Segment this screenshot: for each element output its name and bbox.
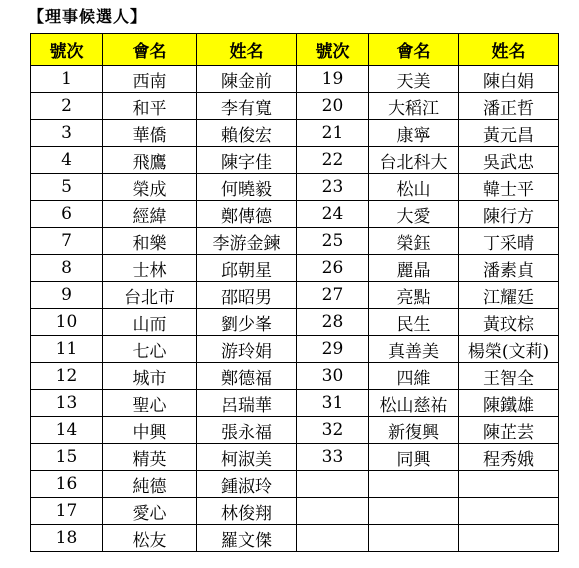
cell-name: 陳白娟 <box>459 66 559 93</box>
cell-name: 邵昭男 <box>197 282 297 309</box>
table-row <box>297 336 559 363</box>
cell-number: 19 <box>297 66 369 93</box>
cell-number: 18 <box>31 525 103 552</box>
cell-club: 精英 <box>103 444 197 471</box>
cell-name: 楊榮(文莉) <box>459 336 559 363</box>
table-row <box>31 228 297 255</box>
table-row <box>297 174 559 201</box>
cell-number: 12 <box>31 363 103 390</box>
cell-name: 陳金前 <box>197 66 297 93</box>
header-name: 姓名 <box>459 34 559 66</box>
table-row <box>297 228 559 255</box>
cell-club: 純德 <box>103 471 197 498</box>
cell-club: 天美 <box>369 66 459 93</box>
cell-name: 吳武忠 <box>459 147 559 174</box>
header-name: 姓名 <box>197 34 297 66</box>
cell-club: 中興 <box>103 417 197 444</box>
cell-name: 陳芷芸 <box>459 417 559 444</box>
cell-number: 23 <box>297 174 369 201</box>
table-row <box>297 444 559 471</box>
table-row <box>31 498 297 525</box>
cell-name: 鍾淑玲 <box>197 471 297 498</box>
table-row <box>31 120 297 147</box>
table-row <box>31 309 297 336</box>
table-row <box>297 417 559 444</box>
cell-name: 鄭傳德 <box>197 201 297 228</box>
table-row <box>297 201 559 228</box>
table-header-row <box>297 34 559 66</box>
table-row <box>297 309 559 336</box>
table-row <box>297 282 559 309</box>
table-row <box>297 471 559 498</box>
cell-name: 韓士平 <box>459 174 559 201</box>
cell-club: 飛鷹 <box>103 147 197 174</box>
cell-number: 3 <box>31 120 103 147</box>
table-row <box>31 363 297 390</box>
cell-name: 柯淑美 <box>197 444 297 471</box>
cell-name: 羅文傑 <box>197 525 297 552</box>
table-row <box>297 66 559 93</box>
cell-club: 康寧 <box>369 120 459 147</box>
cell-number: 6 <box>31 201 103 228</box>
page-title: 【理事候選人】 <box>28 7 148 26</box>
cell-club: 士林 <box>103 255 197 282</box>
cell-club: 同興 <box>369 444 459 471</box>
header-number: 號次 <box>31 34 103 66</box>
table-row <box>31 66 297 93</box>
cell-name: 黃元昌 <box>459 120 559 147</box>
cell-club <box>369 471 459 498</box>
cell-name: 劉少峯 <box>197 309 297 336</box>
cell-number: 15 <box>31 444 103 471</box>
cell-club: 山而 <box>103 309 197 336</box>
cell-club: 松山慈祐 <box>369 390 459 417</box>
cell-number: 31 <box>297 390 369 417</box>
table-row <box>31 255 297 282</box>
cell-club: 台北市 <box>103 282 197 309</box>
cell-name: 黃玟棕 <box>459 309 559 336</box>
cell-name: 陳鐵雄 <box>459 390 559 417</box>
cell-number: 24 <box>297 201 369 228</box>
cell-name: 陳字佳 <box>197 147 297 174</box>
cell-number <box>297 525 369 552</box>
cell-name: 江耀廷 <box>459 282 559 309</box>
cell-number: 1 <box>31 66 103 93</box>
cell-number: 27 <box>297 282 369 309</box>
cell-number: 9 <box>31 282 103 309</box>
cell-name: 張永福 <box>197 417 297 444</box>
cell-number: 28 <box>297 309 369 336</box>
table-row <box>31 174 297 201</box>
cell-name: 林俊翔 <box>197 498 297 525</box>
table-row <box>297 363 559 390</box>
table-row <box>31 444 297 471</box>
cell-number: 17 <box>31 498 103 525</box>
cell-name: 鄭德福 <box>197 363 297 390</box>
cell-number: 16 <box>31 471 103 498</box>
cell-name: 丁采晴 <box>459 228 559 255</box>
cell-number: 10 <box>31 309 103 336</box>
cell-name: 潘正哲 <box>459 93 559 120</box>
cell-name: 李有寬 <box>197 93 297 120</box>
cell-number <box>297 471 369 498</box>
table-row <box>297 120 559 147</box>
table-row <box>297 390 559 417</box>
cell-club: 大愛 <box>369 201 459 228</box>
cell-number: 13 <box>31 390 103 417</box>
table-row <box>31 93 297 120</box>
cell-name: 游玲娟 <box>197 336 297 363</box>
cell-club: 經緯 <box>103 201 197 228</box>
cell-club: 亮點 <box>369 282 459 309</box>
cell-name: 邱朝星 <box>197 255 297 282</box>
table-row <box>31 390 297 417</box>
table-row <box>297 255 559 282</box>
cell-name: 何曉毅 <box>197 174 297 201</box>
cell-club: 榮鈺 <box>369 228 459 255</box>
cell-name <box>459 471 559 498</box>
table-row <box>31 417 297 444</box>
cell-club: 和樂 <box>103 228 197 255</box>
table-row <box>31 336 297 363</box>
cell-club: 七心 <box>103 336 197 363</box>
table-row <box>297 498 559 525</box>
table-row <box>297 147 559 174</box>
candidate-table-right <box>296 33 559 552</box>
cell-club: 和平 <box>103 93 197 120</box>
table-row <box>31 471 297 498</box>
cell-club: 松友 <box>103 525 197 552</box>
table-row <box>297 93 559 120</box>
cell-number: 29 <box>297 336 369 363</box>
cell-club <box>369 498 459 525</box>
cell-name <box>459 498 559 525</box>
table-header-row <box>31 34 297 66</box>
table-row <box>297 525 559 552</box>
cell-number: 22 <box>297 147 369 174</box>
cell-name <box>459 525 559 552</box>
cell-club: 榮成 <box>103 174 197 201</box>
cell-name: 賴俊宏 <box>197 120 297 147</box>
cell-number: 32 <box>297 417 369 444</box>
cell-club: 西南 <box>103 66 197 93</box>
cell-number: 11 <box>31 336 103 363</box>
cell-name: 陳行方 <box>459 201 559 228</box>
table-row <box>31 201 297 228</box>
cell-club: 台北科大 <box>369 147 459 174</box>
cell-name: 程秀娥 <box>459 444 559 471</box>
cell-club: 四維 <box>369 363 459 390</box>
cell-number <box>297 498 369 525</box>
candidate-table-left <box>30 33 297 552</box>
cell-club: 新復興 <box>369 417 459 444</box>
cell-club: 真善美 <box>369 336 459 363</box>
cell-name: 李游金鍊 <box>197 228 297 255</box>
header-club: 會名 <box>103 34 197 66</box>
cell-club: 麗晶 <box>369 255 459 282</box>
table-row <box>31 282 297 309</box>
cell-number: 26 <box>297 255 369 282</box>
cell-number: 25 <box>297 228 369 255</box>
cell-number: 8 <box>31 255 103 282</box>
cell-number: 21 <box>297 120 369 147</box>
cell-number: 4 <box>31 147 103 174</box>
cell-number: 2 <box>31 93 103 120</box>
cell-club: 愛心 <box>103 498 197 525</box>
cell-number: 14 <box>31 417 103 444</box>
cell-number: 5 <box>31 174 103 201</box>
cell-number: 20 <box>297 93 369 120</box>
cell-club: 松山 <box>369 174 459 201</box>
cell-club: 民生 <box>369 309 459 336</box>
cell-club: 華僑 <box>103 120 197 147</box>
header-club: 會名 <box>369 34 459 66</box>
cell-number: 7 <box>31 228 103 255</box>
table-row <box>31 525 297 552</box>
header-number: 號次 <box>297 34 369 66</box>
cell-name: 王智全 <box>459 363 559 390</box>
cell-name: 潘素貞 <box>459 255 559 282</box>
cell-name: 呂瑞華 <box>197 390 297 417</box>
cell-club: 城市 <box>103 363 197 390</box>
cell-club: 大稻江 <box>369 93 459 120</box>
table-row <box>31 147 297 174</box>
cell-club <box>369 525 459 552</box>
cell-club: 聖心 <box>103 390 197 417</box>
cell-number: 33 <box>297 444 369 471</box>
cell-number: 30 <box>297 363 369 390</box>
